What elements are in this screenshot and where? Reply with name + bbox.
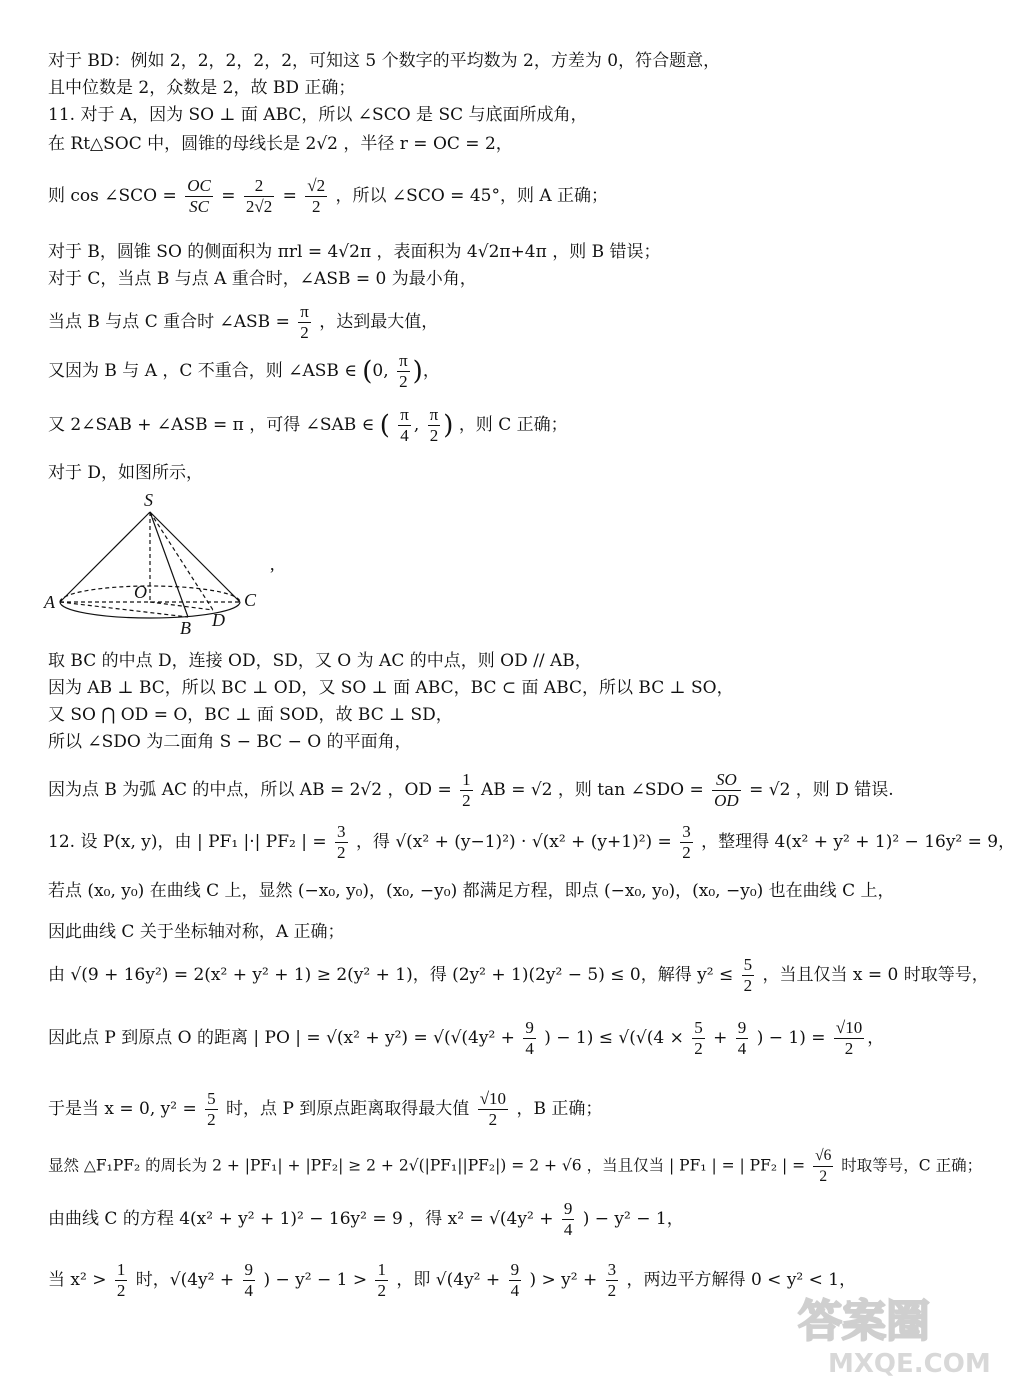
text-segment: 又因为 B 与 A ，C 不重合，则 ∠ASB ∈ (48, 361, 357, 381)
edge-sd (150, 512, 213, 610)
fraction: $\frac{5}{2}$ (694, 1018, 703, 1058)
fraction: $\frac{5}{2}$ (743, 955, 753, 995)
formula-line (48, 1199, 684, 1240)
text-segment: 于是当 x = 0, y² = (48, 1099, 197, 1119)
text-segment: ) − 1) ≤ √(√(4 × (544, 1028, 684, 1048)
formula-line (48, 770, 894, 811)
fraction: $\frac{\pi}{2}$ (429, 405, 439, 445)
watermark-logo (788, 1288, 991, 1379)
text-segment: 12. 设 P(x, y)，由 | PF₁ |·| PF₂ | = (48, 832, 327, 852)
fraction: $\frac{9}{4}$ (510, 1260, 520, 1300)
interval-open-paren: ( (379, 410, 390, 441)
fraction: $\frac{SO}{OD}$ (714, 770, 739, 810)
label-a: A (44, 592, 55, 612)
label-c: C (244, 590, 257, 610)
fraction: $\frac{9}{4}$ (563, 1199, 573, 1239)
cone-figure (44, 486, 308, 638)
text-segment: = √2 ，则 D 错误. (749, 780, 894, 800)
text-line: 且中位数是 2，众数是 2，故 BD 正确； (48, 78, 356, 98)
text-line: 11. 对于 A，因为 SO ⊥ 面 ABC，所以 ∠SCO 是 SC 与底面所成角， (48, 105, 588, 125)
segment-od (150, 602, 213, 610)
text-segment: AB = √2 ，则 tan ∠SDO = (481, 780, 704, 800)
formula-line: 又 2∠SAB + ∠ASB = π ，可得 ∠SAB ∈ ( $\frac{\pi}{4}$ , $\frac{\pi}{2}$ ) ，则 C 正确； (48, 405, 568, 445)
text-segment: ) − y² − 1， (582, 1209, 684, 1229)
text-segment: 时，√(4y² + (135, 1270, 235, 1290)
text-segment: ，得 √(x² + (y−1)²) · √(x² + (y+1)²) = (355, 832, 672, 852)
formula-line: 因此点 P 到原点 O 的距离 | PO | = √(x² + y²) = √(√(4y² + $\frac{9}{4}$ ) − 1) ≤ √(√(4 × $\frac{5}{2}$ + $\frac{9}{4}$ ) − 1) = $\frac{√10}{2}$ ， (48, 1018, 885, 1058)
text-segment: 因为点 B 为弧 AC 的中点，所以 AB = 2√2 ，OD = (48, 780, 452, 800)
text-segment: 又 2∠SAB + ∠ASB = π ，可得 ∠SAB ∈ (48, 415, 375, 435)
watermark-url: MXQE.COM (828, 1349, 991, 1379)
fraction: $\frac{√2}{2}$ (307, 176, 326, 216)
figure-comma: , (270, 554, 275, 574)
fraction: $\frac{1}{2}$ (116, 1260, 126, 1300)
fraction: $\frac{OC}{SC}$ (187, 176, 211, 216)
edge-sb (150, 512, 188, 617)
text-segment: 时，点 P 到原点距离取得最大值 (226, 1099, 470, 1119)
text-segment: 由曲线 C 的方程 4(x² + y² + 1)² − 16y² = 9 ，得 x² = √(4y² + (48, 1209, 554, 1229)
text-segment: ，整理得 4(x² + y² + 1)² − 16y² = 9， (701, 832, 1015, 852)
label-s: S (144, 490, 153, 510)
label-b: B (180, 618, 191, 638)
formula-line: 又因为 B 与 A ，C 不重合，则 ∠ASB ∈ (0, $\frac{\pi}{2}$ )， (48, 351, 440, 391)
text-segment: + (713, 1028, 728, 1048)
text-line: 对于 B，圆锥 SO 的侧面积为 πrl = 4√2π ，表面积为 4√2π+4π ，则 B 错误； (48, 242, 661, 262)
text-segment: ) − 1) = (756, 1028, 826, 1048)
text-segment: 当 x² > (48, 1270, 107, 1290)
text-line: 对于 BD：例如 2，2，2，2，2，可知这 5 个数字的平均数为 2，方差为 0，符合题意， (48, 51, 721, 71)
text-segment: ，B 正确； (516, 1099, 603, 1119)
fraction: $\frac{√6}{2}$ (815, 1147, 832, 1185)
text-segment: 当点 B 与点 C 重合时 ∠ASB = (48, 312, 290, 332)
text-segment: 由 √(9 + 16y²) = 2(x² + y² + 1) ≥ 2(y² + 1)，得 (2y² + 1)(2y² − 5) ≤ 0，解得 y² ≤ (48, 965, 734, 985)
text-line: 因此曲线 C 关于坐标轴对称，A 正确； (48, 922, 345, 942)
formula-line (48, 1260, 856, 1301)
interval-open-paren: ( (362, 356, 373, 387)
text-segment: ) > y² + (529, 1270, 598, 1290)
text-segment: 因此点 P 到原点 O 的距离 | PO | = √(x² + y²) = √(√(4y² + (48, 1028, 515, 1048)
fraction: $\frac{9}{4}$ (244, 1260, 254, 1300)
text-line: 取 BC 的中点 D，连接 OD，SD，又 O 为 AC 的中点，则 OD // AB， (48, 651, 592, 671)
text-line: 所以 ∠SDO 为二面角 S − BC − O 的平面角， (48, 732, 412, 752)
text-segment: ，即 √(4y² + (396, 1270, 501, 1290)
formula-line (48, 955, 989, 996)
chord-ab (60, 602, 188, 617)
text-segment: ，当且仅当 x = 0 时取等号， (762, 965, 989, 985)
formula-line (48, 1146, 982, 1187)
formula-line: 则 cos ∠SCO = $\frac{OC}{SC}$ = $\frac{2}{2√2}$ = $\frac{√2}{2}$ ，所以 ∠SCO = 45°，则 A 正确； (48, 176, 609, 216)
text-segment: ，则 C 正确； (458, 415, 568, 435)
fraction: $\frac{√10}{2}$ (479, 1089, 507, 1129)
text-segment: 时取等号，C 正确； (841, 1156, 983, 1175)
watermark-text: 答案圈 (798, 1296, 930, 1347)
fraction: $\frac{1}{2}$ (377, 1260, 386, 1300)
text-line: 在 Rt△SOC 中，圆锥的母线长是 2√2 ，半径 r = OC = 2， (48, 134, 513, 154)
label-o: O (134, 582, 147, 602)
text-segment: ，两边平方解得 0 < y² < 1， (626, 1270, 857, 1290)
fraction: $\frac{2}{2√2}$ (245, 176, 273, 216)
fraction: $\frac{\pi}{2}$ (399, 351, 408, 391)
text-line: 又 SO ⋂ OD = O，BC ⊥ 面 SOD，故 BC ⊥ SD， (48, 705, 453, 725)
edge-sc (150, 512, 240, 602)
text-line: 因为 AB ⊥ BC，所以 BC ⊥ OD，又 SO ⊥ 面 ABC，BC ⊂ 面 ABC，所以 BC ⊥ SO， (48, 678, 734, 698)
text-line: 对于 D，如图所示， (48, 463, 204, 483)
label-d: D (212, 610, 225, 630)
fraction: $\frac{1}{2}$ (462, 770, 471, 810)
formula-line (48, 302, 438, 343)
text-segment: ，所以 ∠SCO = 45°，则 A 正确； (335, 186, 609, 206)
formula-line (48, 1089, 602, 1130)
text-line: 若点 (x₀, y₀) 在曲线 C 上，显然 (−x₀, y₀)，(x₀, −y₀) 都满足方程，即点 (−x₀, y₀)，(x₀, −y₀) 也在曲线 C 上， (48, 881, 895, 901)
text-line: 对于 C，当点 B 与点 A 重合时，∠ASB = 0 为最小角， (48, 269, 477, 289)
fraction: $\frac{\pi}{4}$ (400, 405, 409, 445)
interval-lower: 0, (372, 361, 389, 381)
interval-close-paren: ) (412, 356, 423, 387)
fraction: $\frac{5}{2}$ (207, 1089, 216, 1129)
fraction: $\frac{3}{2}$ (607, 1260, 617, 1300)
fraction: $\frac{√10}{2}$ (835, 1018, 863, 1058)
text-segment: ，达到最大值， (319, 312, 439, 332)
fraction: $\frac{3}{2}$ (337, 822, 346, 862)
fraction: $\frac{3}{2}$ (682, 822, 691, 862)
text-segment: ) − y² − 1 > (263, 1270, 368, 1290)
fraction: $\frac{9}{4}$ (525, 1018, 534, 1058)
text-segment: 则 cos ∠SCO = (48, 186, 177, 206)
formula-line (48, 822, 1015, 863)
text-segment: 显然 △F₁PF₂ 的周长为 2 + |PF₁| + |PF₂| ≥ 2 + 2√(|PF₁||PF₂|) = 2 + √6 ，当且仅当 | PF₁ | = | PF₂ | = (48, 1156, 806, 1175)
fraction: $\frac{9}{4}$ (737, 1018, 747, 1058)
interval-close-paren: ) (443, 410, 454, 441)
fraction: $\frac{\pi}{2}$ (300, 302, 309, 342)
